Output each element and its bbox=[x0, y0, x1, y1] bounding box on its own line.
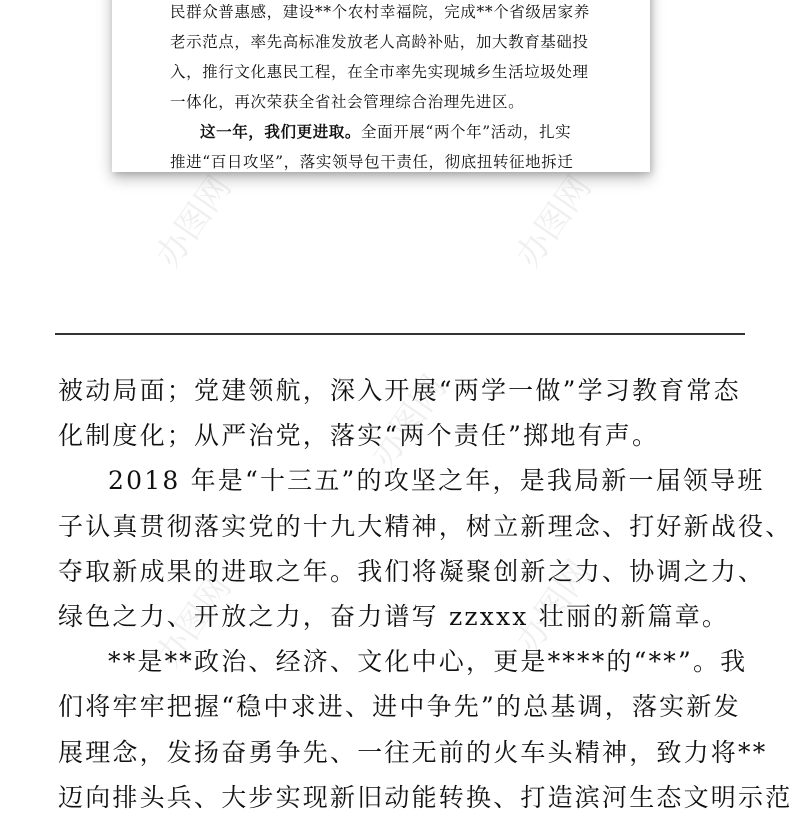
watermark: 办图网 bbox=[148, 568, 240, 675]
body-line: 子认真贯彻落实党的十九大精神，树立新理念、打好新战役、 bbox=[58, 511, 793, 541]
document-preview-card bbox=[112, 0, 650, 172]
body-line: 展理念，发扬奋勇争先、一往无前的火车头精神，致力将** bbox=[58, 737, 768, 767]
preview-bold-lead: 这一年，我们更进取。 bbox=[200, 122, 362, 141]
body-line: 夺取新成果的进取之年。我们将凝聚创新之力、协调之力、 bbox=[58, 556, 766, 586]
watermark: 办图网 bbox=[363, 368, 455, 475]
body-line: **是**政治、经济、文化中心，更是****的“**”。我 bbox=[108, 647, 748, 677]
watermark: 办图网 bbox=[148, 168, 240, 275]
body-line: 被动局面；党建领航，深入开展“两学一做”学习教育常态 bbox=[58, 376, 741, 405]
body-line: 迈向排头兵、大步实现新旧动能转换、打造滨河生态文明示范 bbox=[58, 782, 793, 812]
preview-line-rest: 全面开展“两个年”活动，扎实 bbox=[361, 123, 572, 141]
body-line: 绿色之力、开放之力，奋力谱写 zzxxx 壮丽的新篇章。 bbox=[58, 601, 730, 631]
watermark: 办图网 bbox=[508, 168, 600, 275]
preview-text-block bbox=[170, 0, 610, 172]
preview-line: 一体化，再次荣获全省社会管理综合治理先进区。 bbox=[170, 93, 525, 111]
preview-line: 民群众普惠感，建设**个农村幸福院，完成**个省级居家养 bbox=[170, 3, 590, 21]
preview-paragraph-lead bbox=[170, 117, 610, 147]
watermark: 办图网 bbox=[508, 553, 600, 660]
document-body bbox=[58, 368, 793, 820]
body-line: 们将牢牢把握“稳中求进、进中争先”的总基调，落实新发 bbox=[58, 692, 741, 722]
body-line: 2018 年是“十三五”的攻坚之年，是我局新一届领导班 bbox=[108, 466, 765, 496]
preview-line: 老示范点，率先高标准发放老人高龄补贴，加大教育基础投 bbox=[170, 33, 589, 51]
page-divider bbox=[55, 333, 745, 335]
preview-line: 推进“百日攻坚”，落实领导包干责任，彻底扭转征地拆迁 bbox=[170, 153, 574, 171]
body-line: 化制度化；从严治党，落实“两个责任”掷地有声。 bbox=[58, 421, 660, 451]
preview-line: 入，推行文化惠民工程，在全市率先实现城乡生活垃圾处理 bbox=[170, 63, 589, 81]
